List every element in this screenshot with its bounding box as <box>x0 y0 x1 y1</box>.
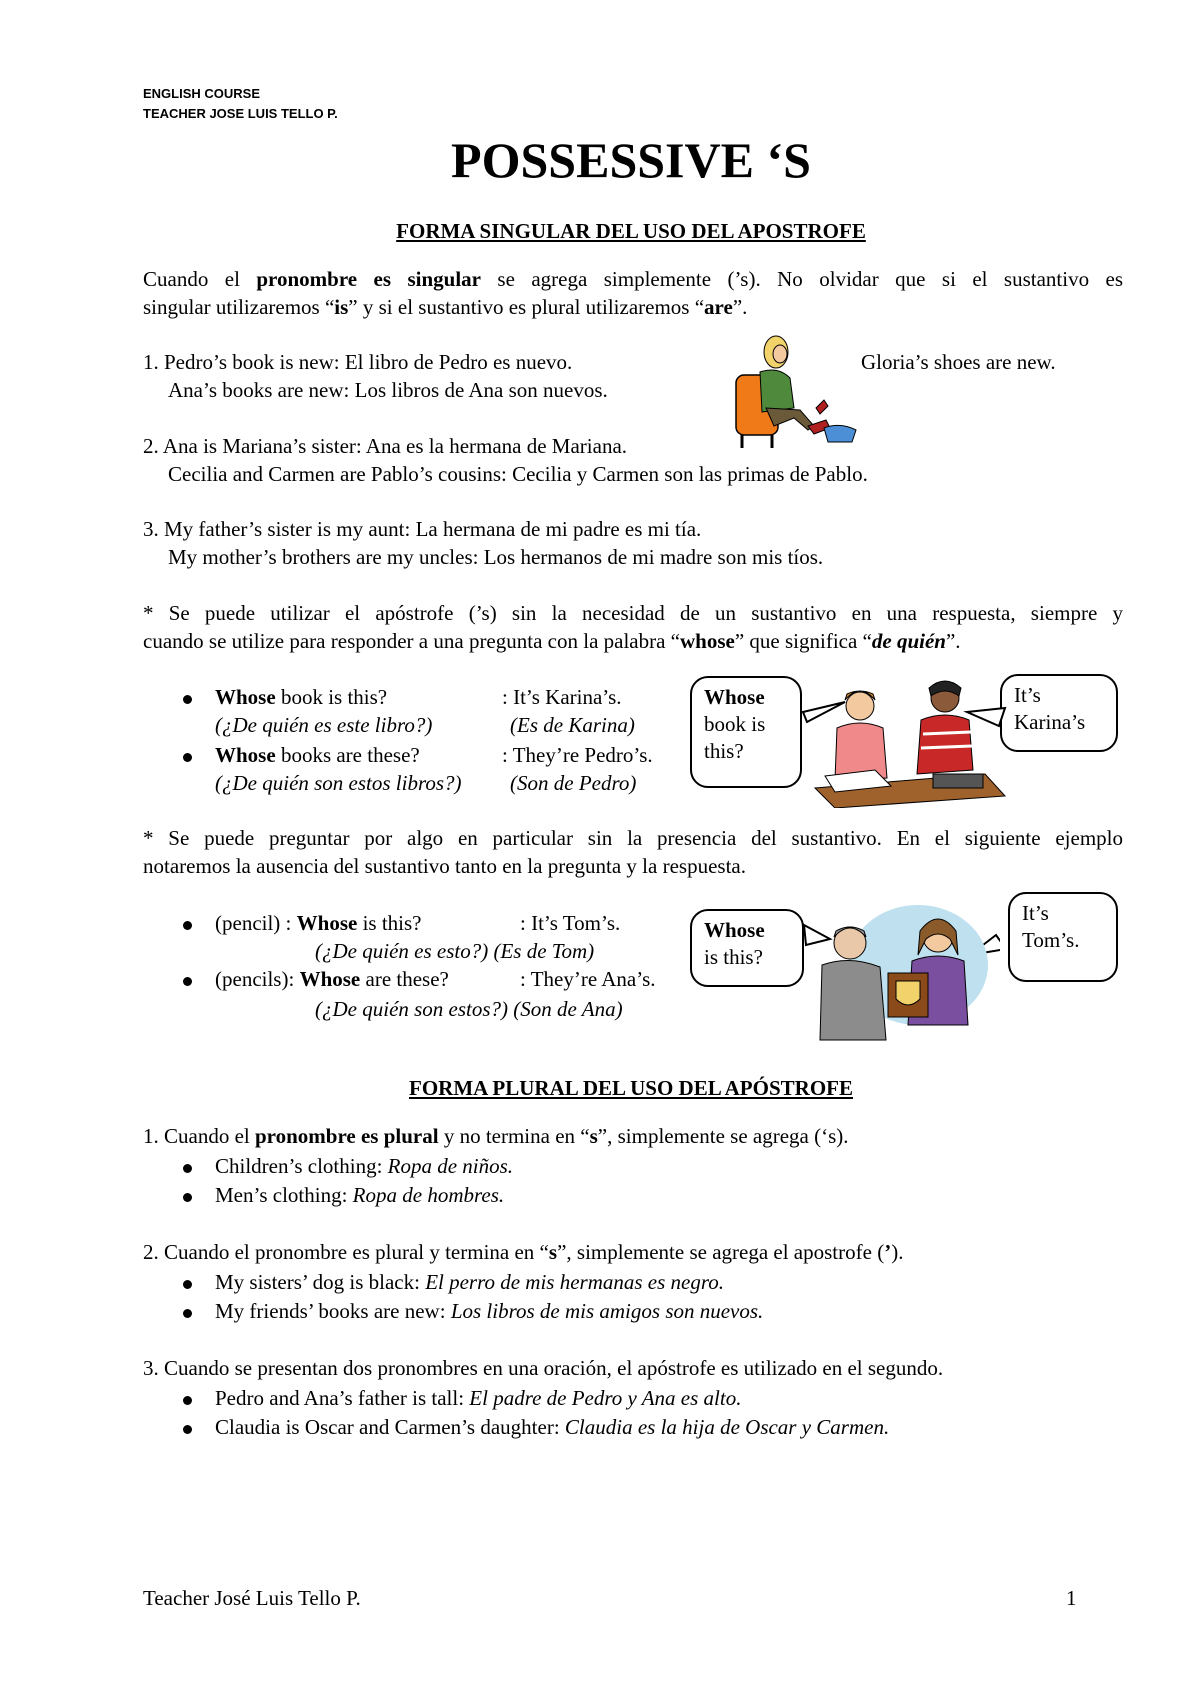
gloria-caption: Gloria’s shoes are new. <box>861 350 1056 374</box>
speech-bubble-karinas: It’s Karina’s <box>1000 674 1118 752</box>
pencil-answer-2: : They’re Ana’s. <box>520 967 656 991</box>
people-gift-illustration <box>800 895 1000 1045</box>
plural-rule-3-item-1: Pedro and Ana’s father is tall: El padre de Pedro y Ana es alto. <box>215 1386 742 1410</box>
whose-question-2: Whose books are these? <box>215 743 420 767</box>
bullet <box>183 1396 192 1405</box>
speech-bubble-whose-book: Whose book is this? <box>690 676 802 788</box>
teacher-label: TEACHER JOSE LUIS TELLO P. <box>143 106 338 121</box>
speech-bubble-toms: It’s Tom’s. <box>1008 892 1118 982</box>
pencil-question-1: (pencil) : Whose is this? <box>215 911 422 935</box>
section-heading-singular: FORMA SINGULAR DEL USO DEL APOSTROFE <box>396 219 866 243</box>
speech-bubble-whose-is-this: Whose is this? <box>690 909 804 987</box>
intro-line-2: singular utilizaremos “is” y si el sustantivo es plural utilizaremos “are”. <box>143 295 748 319</box>
page-title: POSSESSIVE ‘S <box>451 132 811 188</box>
example-2a: 2. Ana is Mariana’s sister: Ana es la hermana de Mariana. <box>143 434 628 458</box>
pencil-answer-1: : It’s Tom’s. <box>520 911 621 935</box>
course-label: ENGLISH COURSE <box>143 86 261 101</box>
example-1b: Ana’s books are new: Los libros de Ana son nuevos. <box>168 378 608 402</box>
bullet <box>183 695 192 704</box>
plural-rule-1-item-1: Children’s clothing: Ropa de niños. <box>215 1154 514 1178</box>
intro-line-1: Cuando el pronombre es singular se agrega simplemente (’s). No olvidar que si el sustantivo es <box>143 267 1124 291</box>
pencil-question-2: (pencils): Whose are these? <box>215 967 449 991</box>
pencil-translation-1: (¿De quién es esto?) (Es de Tom) <box>315 939 595 963</box>
plural-rule-3-item-2: Claudia is Oscar and Carmen’s daughter: Claudia es la hija de Oscar y Carmen. <box>215 1415 890 1439</box>
bullet <box>183 1309 192 1318</box>
plural-rule-1: 1. Cuando el pronombre es plural y no termina en “s”, simplemente se agrega (‘s). <box>143 1124 849 1148</box>
bullet <box>183 921 192 930</box>
plural-rule-1-item-2: Men’s clothing: Ropa de hombres. <box>215 1183 505 1207</box>
whose-answer-2-es: (Son de Pedro) <box>510 771 637 795</box>
bullet <box>183 977 192 986</box>
plural-rule-2: 2. Cuando el pronombre es plural y termina en “s”, simplemente se agrega el apostrofe (’). <box>143 1240 904 1264</box>
footer-author: Teacher José Luis Tello P. <box>143 1586 361 1610</box>
bullet <box>183 1280 192 1289</box>
bullet <box>183 1164 192 1173</box>
pencil-translation-2: (¿De quién son estos?) (Son de Ana) <box>315 997 623 1021</box>
note-1-line-2: cuando se utilize para responder a una pregunta con la palabra “whose” que significa “de quién”. <box>143 629 961 653</box>
page-number: 1 <box>1066 1586 1077 1610</box>
whose-question-1-es: (¿De quién es este libro?) <box>215 713 433 737</box>
note-2-line-1: * Se puede preguntar por algo en particular sin la presencia del sustantivo. En el siguiente ejemplo <box>143 826 1123 850</box>
example-1a: 1. Pedro’s book is new: El libro de Pedro es nuevo. <box>143 350 573 374</box>
note-1-line-1: * Se puede utilizar el apóstrofe (’s) sin la necesidad de un sustantivo en una respuesta, siempre y <box>143 601 1123 625</box>
woman-shoes-illustration <box>728 330 888 450</box>
whose-answer-2: : They’re Pedro’s. <box>502 743 653 767</box>
note-2-line-2: notaremos la ausencia del sustantivo tanto en la pregunta y la respuesta. <box>143 854 746 878</box>
bullet <box>183 1193 192 1202</box>
bullet <box>183 1425 192 1434</box>
example-3a: 3. My father’s sister is my aunt: La hermana de mi padre es mi tía. <box>143 517 702 541</box>
students-desk-illustration <box>795 678 1010 808</box>
whose-question-2-es: (¿De quién son estos libros?) <box>215 771 462 795</box>
plural-rule-3: 3. Cuando se presentan dos pronombres en una oración, el apóstrofe es utilizado en el segundo. <box>143 1356 944 1380</box>
whose-answer-1: : It’s Karina’s. <box>502 685 622 709</box>
section-heading-plural: FORMA PLURAL DEL USO DEL APÓSTROFE <box>409 1076 853 1100</box>
plural-rule-2-item-1: My sisters’ dog is black: El perro de mis hermanas es negro. <box>215 1270 725 1294</box>
plural-rule-2-item-2: My friends’ books are new: Los libros de mis amigos son nuevos. <box>215 1299 764 1323</box>
example-3b: My mother’s brothers are my uncles: Los hermanos de mi madre son mis tíos. <box>168 545 824 569</box>
whose-answer-1-es: (Es de Karina) <box>510 713 635 737</box>
example-2b: Cecilia and Carmen are Pablo’s cousins: Cecilia y Carmen son las primas de Pablo. <box>168 462 868 486</box>
bullet <box>183 753 192 762</box>
whose-question-1: Whose book is this? <box>215 685 388 709</box>
